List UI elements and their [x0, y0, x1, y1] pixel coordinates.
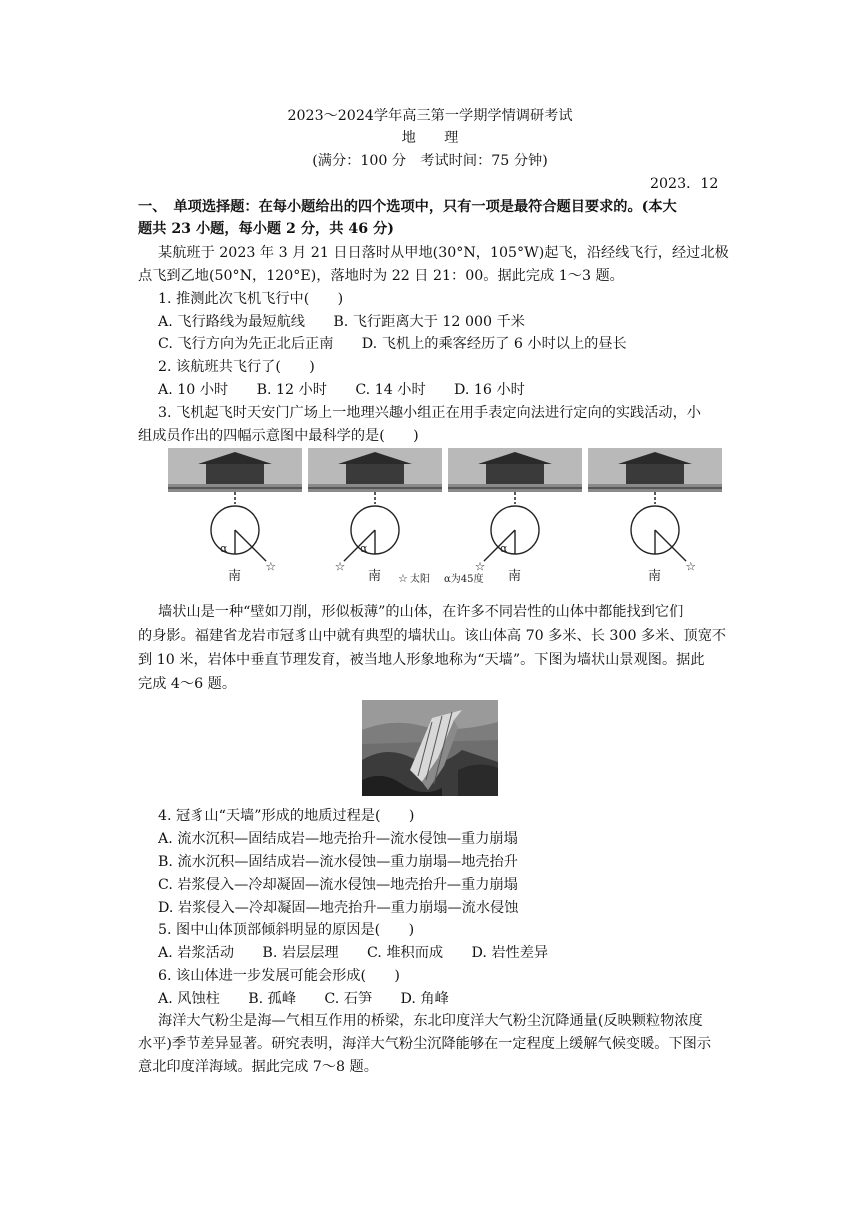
passage3-line3: 意北印度洋海域。据此完成 7～8 题。: [138, 1059, 378, 1075]
q2-stem: 2. 该航班共飞行了( ): [158, 359, 315, 375]
section-heading-line1: 一、 单项选择题：在每小题给出的四个选项中，只有一项是最符合题目要求的。(本大: [138, 199, 677, 215]
section-heading-line2: 题共 23 小题，每小题 2 分，共 46 分): [138, 221, 394, 237]
legend-sun: 太阳: [410, 574, 430, 585]
wall-mountain-photo: [362, 700, 498, 796]
passage1-line2: 点飞到乙地(50°N，120°E)，落地时为 22 日 21：00。据此完成 1～3 题。: [138, 268, 624, 284]
subject-title: 地 理: [401, 130, 459, 146]
panel-d: [588, 448, 722, 584]
q3-line2: 组成员作出的四幅示意图中最科学的是( ): [138, 428, 419, 444]
q4-option-b: B. 流水沉积—固结成岩—流水侵蚀—重力崩塌—地壳抬升: [158, 854, 518, 870]
exam-title: 2023～2024学年高三第一学期学情调研考试: [287, 108, 573, 124]
q2-options: A. 10 小时 B. 12 小时 C. 14 小时 D. 16 小时: [158, 382, 525, 398]
south-label: 南: [648, 569, 662, 584]
q4-option-c: C. 岩浆侵入—冷却凝固—流水侵蚀—地壳抬升—重力崩塌: [158, 877, 518, 893]
q4-option-a: A. 流水沉积—固结成岩—地壳抬升—流水侵蚀—重力崩塌: [158, 831, 518, 847]
passage3-line2: 水平)季节差异显著。研究表明，海洋大气粉尘沉降能够在一定程度上缓解气候变暖。下图示: [138, 1036, 712, 1052]
panel-b: [308, 448, 442, 584]
svg-text:☆: ☆: [398, 572, 408, 585]
panel-a: [168, 448, 302, 584]
svg-text:α: α: [220, 542, 228, 555]
south-label: 南: [228, 569, 242, 584]
south-label: 南: [508, 569, 522, 584]
q6-options: A. 风蚀柱 B. 孤峰 C. 石笋 D. 角峰: [158, 991, 449, 1007]
q4-stem: 4. 冠豸山“天墙”形成的地质过程是( ): [158, 808, 415, 824]
passage1-line1: 某航班于 2023 年 3 月 21 日日落时从甲地(30°N，105°W)起飞，沿经线飞行，经过北极: [158, 245, 729, 261]
passage2-line4: 完成 4～6 题。: [138, 676, 237, 692]
legend-alpha: α为45度: [444, 574, 484, 585]
passage3-line1: 海洋大气粉尘是海—气相互作用的桥梁，东北印度洋大气粉尘沉降通量(反映颗粒物浓度: [158, 1013, 703, 1029]
sun-star-icon: ☆: [334, 559, 346, 574]
watch-hand: [235, 530, 266, 561]
q5-stem: 5. 图中山体顶部倾斜明显的原因是( ): [158, 922, 415, 938]
watch-hand: [655, 530, 686, 561]
q1-stem: 1. 推测此次飞机飞行中( ): [158, 291, 344, 307]
q1-options-line1: A. 飞行路线为最短航线 B. 飞行距离大于 12 000 千米: [158, 314, 525, 330]
q4-option-d: D. 岩浆侵入—冷却凝固—地壳抬升—重力崩塌—流水侵蚀: [158, 900, 519, 916]
exam-date: 2023．12: [650, 176, 719, 192]
svg-text:α: α: [360, 542, 368, 555]
q6-stem: 6. 该山体进一步发展可能会形成( ): [158, 968, 400, 984]
passage2-line2: 的身影。福建省龙岩市冠豸山中就有典型的墙状山。该山体高 70 多米、长 300 多米、顶宽不: [138, 628, 727, 644]
svg-text:α: α: [500, 542, 508, 555]
panel-c: [448, 448, 582, 584]
passage2-line3: 到 10 米，岩体中垂直节理发育，被当地人形象地称为“天墙”。下图为墙状山景观图。据此: [138, 652, 705, 668]
q1-options-line2: C. 飞行方向为先正北后正南 D. 飞机上的乘客经历了 6 小时以上的昼长: [158, 336, 627, 352]
figure-legend: [398, 572, 483, 585]
watch-orientation-figure: [168, 448, 724, 588]
exam-meta: (满分：100 分 考试时间：75 分钟): [312, 153, 548, 169]
south-label: 南: [368, 569, 382, 584]
sun-star-icon: ☆: [265, 559, 277, 574]
sun-star-icon: ☆: [685, 559, 697, 574]
sun-star-icon: ☆: [474, 559, 486, 574]
passage2-line1: 墙状山是一种“壁如刀削，形似板薄”的山体，在许多不同岩性的山体中都能找到它们: [158, 604, 684, 620]
q5-options: A. 岩浆活动 B. 岩层层理 C. 堆积而成 D. 岩性差异: [158, 945, 549, 961]
q3-line1: 3. 飞机起飞时天安门广场上一地理兴趣小组正在用手表定向法进行定向的实践活动，小: [158, 405, 701, 421]
